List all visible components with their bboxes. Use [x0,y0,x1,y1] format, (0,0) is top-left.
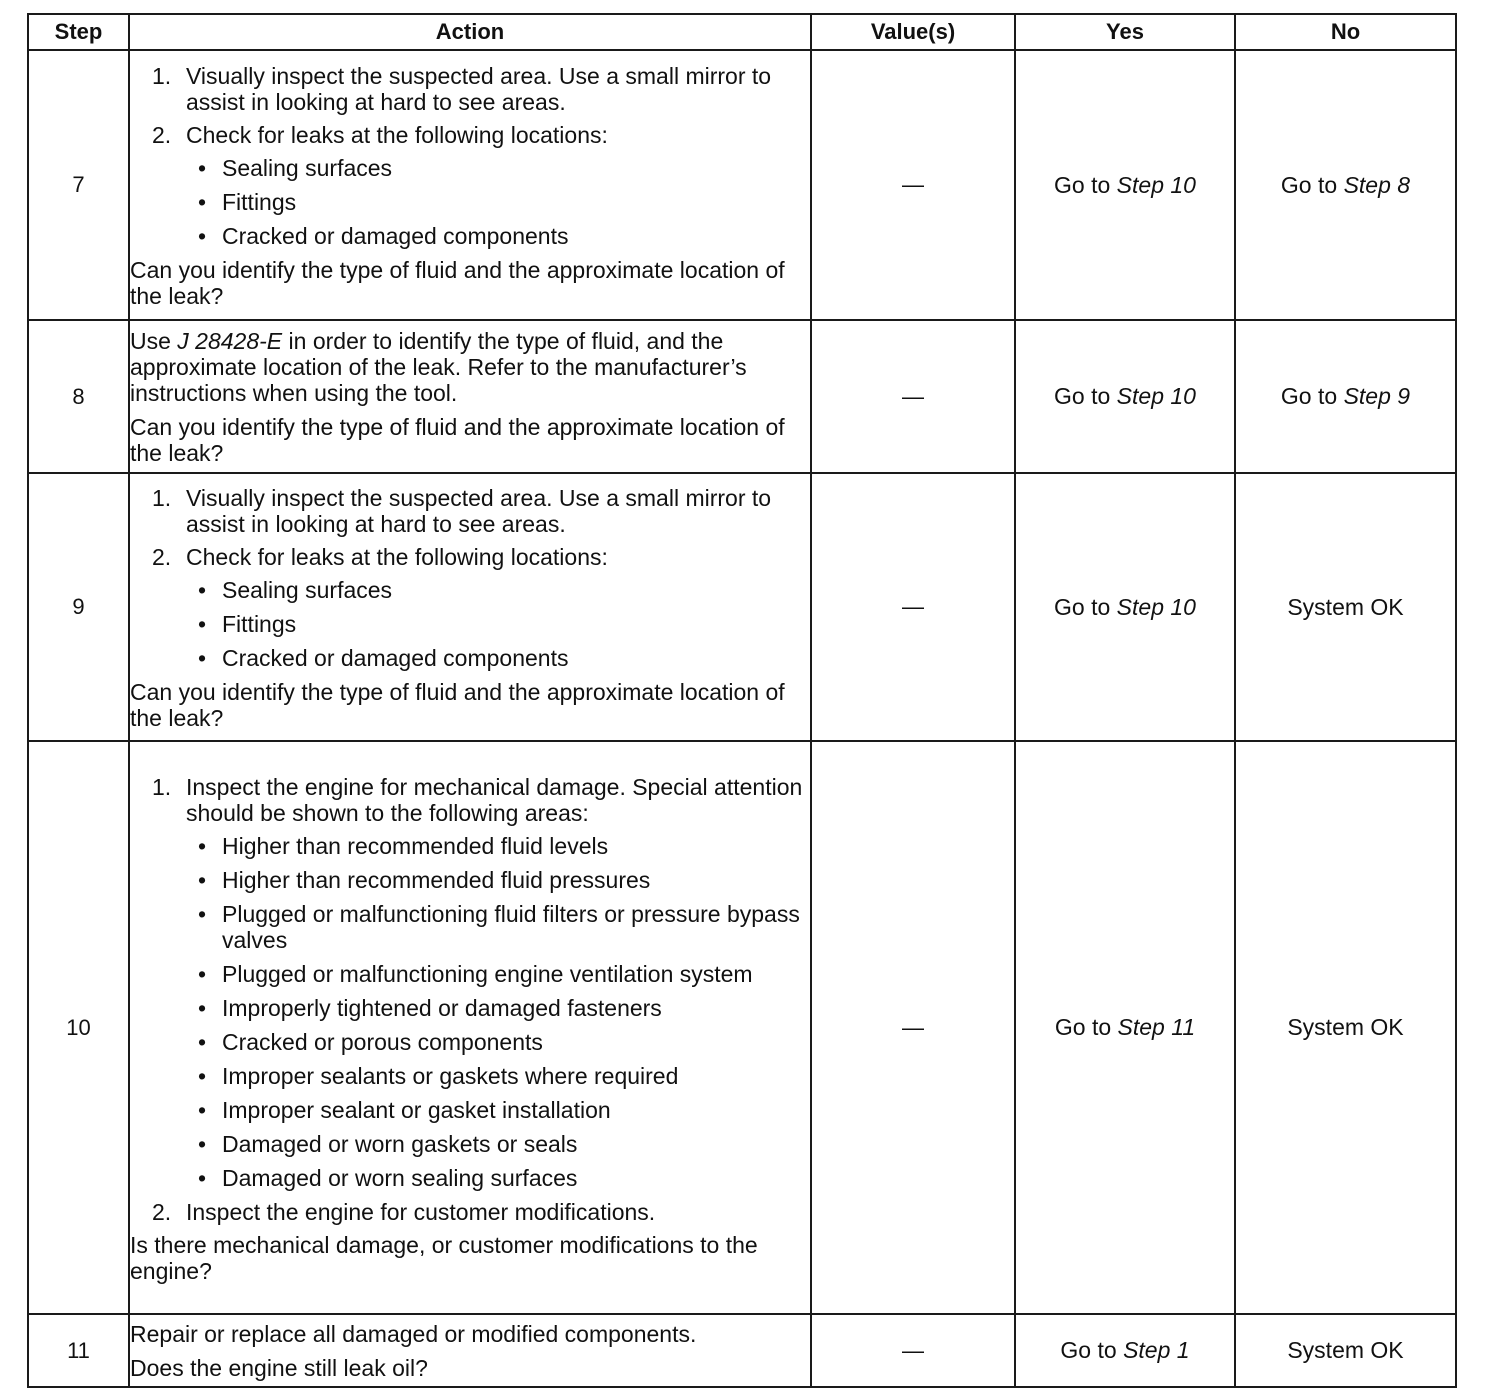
item-number: 1. [152,63,172,89]
bullet-item [130,189,810,215]
bullet-text: Cracked or damaged components [222,223,569,249]
bullet-icon: • [198,832,207,859]
question-text: Is there mechanical damage, or customer modifications to the engine? [130,1231,758,1284]
step-number: 9 [28,473,129,741]
bullet-text: Damaged or worn gaskets or seals [222,1130,578,1157]
value-cell: — [811,50,1015,320]
bullet-icon: • [198,1028,207,1055]
table-row-step-8 [28,320,1456,473]
item-number: 1. [152,773,172,800]
numbered-item [130,1199,810,1225]
bullet-item [130,961,810,987]
instruction-rest: in order to identify the type of fluid, and the approximate location of the leak. Refer to the manufacturer’s instructions when using the tool. [130,327,747,406]
bullet-text: Sealing surfaces [222,577,393,603]
header-yes: Yes [1015,14,1235,50]
yes-step-link: Step 10 [1116,171,1196,198]
numbered-item [130,122,810,148]
bullet-icon: • [198,223,207,249]
bullet-icon: • [198,900,207,927]
action-cell [129,473,811,741]
header-no: No [1235,14,1456,50]
bullet-icon: • [198,960,207,987]
yes-prefix: Go to [1054,593,1117,620]
item-number: 2. [152,544,172,570]
yes-cell [1015,473,1235,741]
item-number: 1. [152,485,172,511]
bullet-text: Improperly tightened or damaged fasteners [222,994,662,1021]
action-cell [129,1314,811,1387]
bullet-text: Fittings [222,611,297,637]
bullet-text: Higher than recommended fluid levels [222,832,609,859]
bullet-text: Improper sealant or gasket installation [222,1096,611,1123]
bullet-icon: • [198,1096,207,1123]
question-text: Can you identify the type of fluid and the approximate location of the leak? [130,413,785,466]
header-row [28,14,1456,50]
yes-step-link: Step 10 [1116,383,1196,409]
bullet-icon: • [198,994,207,1021]
bullet-text: Fittings [222,189,297,215]
bullet-text: Cracked or damaged components [222,645,569,671]
action-cell [129,320,811,473]
table-row-step-9 [28,473,1456,741]
tool-number: J 28428-E [177,327,283,354]
bullet-item [130,223,810,249]
step-number: 10 [28,741,129,1314]
yes-cell [1015,741,1235,1314]
numbered-item [130,774,810,826]
bullet-text: Cracked or porous components [222,1028,543,1055]
header-step: Step [28,14,129,50]
question-text: Can you identify the type of fluid and the approximate location of the leak? [130,257,785,309]
table-row-step-10 [28,741,1456,1314]
bullet-icon: • [198,189,207,215]
item-text: Check for leaks at the following locations: [186,544,608,570]
step-number: 11 [28,1314,129,1387]
question-text: Does the engine still leak oil? [130,1354,428,1381]
bullet-item [130,1029,810,1055]
bullet-icon: • [198,866,207,893]
yes-cell [1015,50,1235,320]
bullet-item [130,867,810,893]
header-values: Value(s) [811,14,1015,50]
item-text: Inspect the engine for customer modifications. [186,1198,656,1225]
item-text: Visually inspect the suspected area. Use a small mirror to assist in looking at hard to see areas. [186,63,772,115]
no-cell [1235,320,1456,473]
numbered-item [130,544,810,570]
question-text: Can you identify the type of fluid and the approximate location of the leak? [130,679,785,731]
bullet-icon: • [198,1062,207,1089]
yes-cell [1015,1314,1235,1387]
bullet-text: Sealing surfaces [222,155,393,181]
numbered-item [130,485,810,537]
bullet-item [130,1131,810,1157]
action-cell [129,50,811,320]
instruction-text [130,328,810,406]
action-cell [129,741,811,1314]
bullet-icon: • [198,1130,207,1157]
no-step-link: Step 9 [1343,383,1411,409]
yes-prefix: Go to [1060,1337,1124,1363]
step-number: 8 [28,320,129,473]
bullet-item [130,901,810,953]
no-cell [1235,50,1456,320]
bullet-item [130,1063,810,1089]
yes-step-link: Step 1 [1123,1337,1190,1363]
bullet-icon: • [198,611,207,637]
bullet-icon: • [198,155,207,181]
value-cell: — [811,320,1015,473]
bullet-item [130,1165,810,1191]
item-text: Check for leaks at the following locations: [186,122,608,148]
item-number: 2. [152,122,172,148]
bullet-item [130,995,810,1021]
yes-cell [1015,320,1235,473]
item-text: Visually inspect the suspected area. Use a small mirror to assist in looking at hard to see areas. [186,485,772,537]
bullet-item [130,611,810,637]
bullet-text: Damaged or worn sealing surfaces [222,1164,578,1191]
item-text: Inspect the engine for mechanical damage. Special attention should be shown to the following areas: [186,773,803,826]
item-number: 2. [152,1198,172,1225]
value-cell: — [811,473,1015,741]
bullet-item [130,1097,810,1123]
numbered-item [130,63,810,115]
value-cell: — [811,1314,1015,1387]
yes-prefix: Go to [1054,1014,1118,1040]
bullet-text: Higher than recommended fluid pressures [222,866,651,893]
yes-prefix: Go to [1054,171,1117,198]
yes-prefix: Go to [1054,383,1117,409]
instruction-text: Repair or replace all damaged or modified components. [130,1320,697,1347]
bullet-text: Plugged or malfunctioning engine ventilation system [222,960,753,987]
no-prefix: Go to [1280,171,1344,198]
value-cell: — [811,741,1015,1314]
yes-step-link: Step 10 [1116,593,1196,620]
no-cell: System OK [1235,741,1456,1314]
no-step-link: Step 8 [1343,171,1411,198]
bullet-item [130,645,810,671]
bullet-icon: • [198,645,207,671]
bullet-item [130,155,810,181]
instruction-prefix: Use [130,327,178,354]
bullet-icon: • [198,1164,207,1191]
bullet-item [130,577,810,603]
bullet-icon: • [198,577,207,603]
no-cell: System OK [1235,473,1456,741]
table-row-step-7 [28,50,1456,320]
diagnostic-table [27,13,1457,1388]
header-action: Action [129,14,811,50]
bullet-item [130,833,810,859]
no-cell: System OK [1235,1314,1456,1387]
step-number: 7 [28,50,129,320]
yes-step-link: Step 11 [1117,1014,1196,1040]
bullet-text: Plugged or malfunctioning fluid filters or pressure bypass valves [222,900,800,953]
no-prefix: Go to [1280,383,1344,409]
bullet-text: Improper sealants or gaskets where required [222,1062,679,1089]
table-row-step-11 [28,1314,1456,1387]
